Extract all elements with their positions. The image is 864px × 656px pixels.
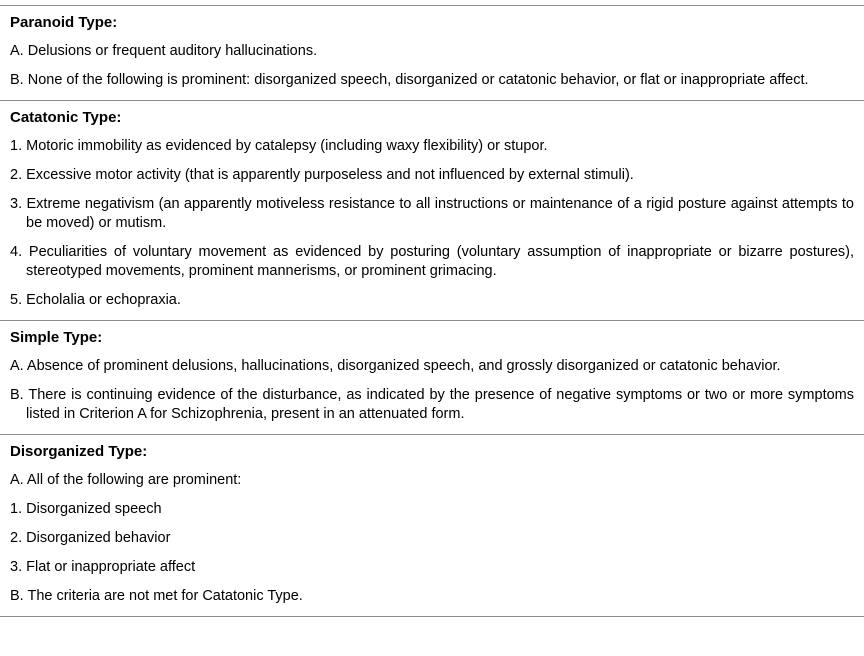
- section-title: Paranoid Type:: [10, 14, 118, 31]
- criterion-item: B. None of the following is prominent: disorganized speech, disorganized or catatonic behavior, or flat or inappropriate affect.: [10, 72, 809, 88]
- section-simple: [0, 321, 864, 435]
- criterion-item: B. The criteria are not met for Catatonic Type.: [10, 588, 303, 604]
- criterion-item: 1. Motoric immobility as evidenced by catalepsy (including waxy flexibility) or stupor.: [10, 138, 548, 154]
- section-disorganized: [0, 435, 864, 617]
- criterion-item: 2. Disorganized behavior: [10, 530, 171, 546]
- criterion-item: B. There is continuing evidence of the disturbance, as indicated by the presence of negative symptoms or two or more symptoms listed in Criterion A for Schizophrenia, present in an attenuated form.: [10, 387, 854, 422]
- criterion-item: A. Absence of prominent delusions, hallucinations, disorganized speech, and grossly disorganized or catatonic behavior.: [10, 358, 781, 374]
- section-catatonic: [0, 101, 864, 321]
- criterion-item: 5. Echolalia or echopraxia.: [10, 292, 181, 308]
- criterion-item: 4. Peculiarities of voluntary movement as evidenced by posturing (voluntary assumption of inappropriate or bizarre postures), stereotyped movements, prominent mannerisms, or prominent grimacing.: [10, 244, 854, 279]
- criterion-item: 1. Disorganized speech: [10, 501, 162, 517]
- criterion-item: 2. Excessive motor activity (that is apparently purposeless and not influenced by external stimuli).: [10, 167, 634, 183]
- section-title: Disorganized Type:: [10, 443, 148, 460]
- section-title: Simple Type:: [10, 329, 103, 346]
- criterion-item: 3. Flat or inappropriate affect: [10, 559, 196, 575]
- criteria-table: [0, 5, 864, 617]
- criterion-item: A. Delusions or frequent auditory hallucinations.: [10, 43, 318, 59]
- criterion-item: 3. Extreme negativism (an apparently motiveless resistance to all instructions or maintenance of a rigid posture against attempts to be moved) or mutism.: [10, 196, 854, 231]
- section-title: Catatonic Type:: [10, 109, 122, 126]
- criterion-item: A. All of the following are prominent:: [10, 472, 242, 488]
- section-paranoid: [0, 6, 864, 101]
